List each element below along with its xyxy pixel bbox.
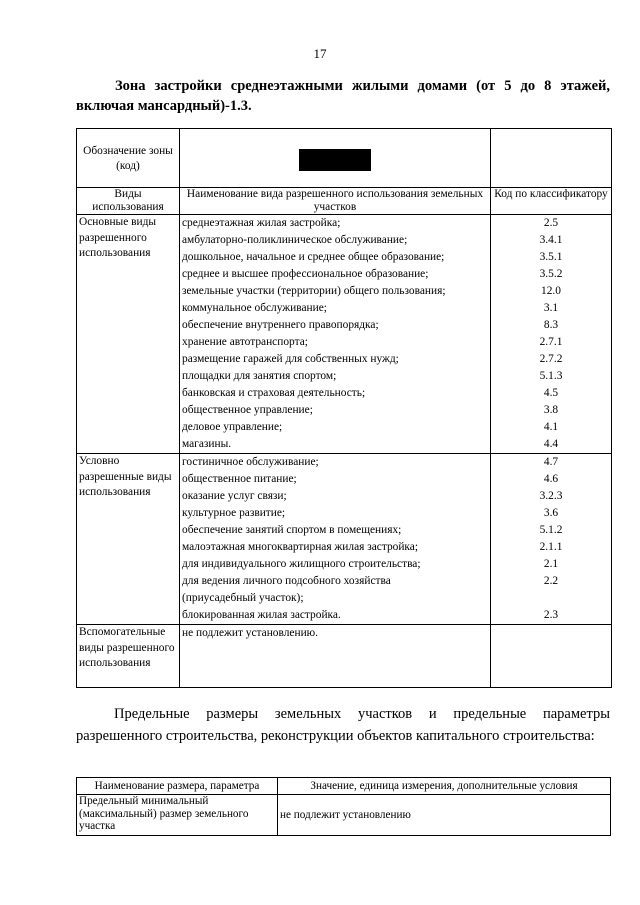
use-name-item: обеспечение занятий спортом в помещениях; <box>182 524 402 536</box>
use-name-item: гостиничное обслуживание; <box>182 456 319 468</box>
use-name-item: малоэтажная многоквартирная жилая застройка; <box>182 541 419 553</box>
group-label-conditional: Условно разрешенные виды использования <box>77 454 180 625</box>
classifier-code-item: 5.1.3 <box>539 370 563 382</box>
zone-usage-table <box>76 128 612 688</box>
classifier-code-item: 2.7.1 <box>539 336 563 348</box>
classifier-code-item: 2.2 <box>543 575 559 587</box>
use-list-auxiliary <box>180 625 491 688</box>
use-name-item: земельные участки (территории) общего пользования; <box>182 285 446 297</box>
zone-code-empty-cell <box>491 129 612 188</box>
classifier-code-item: 2.1.1 <box>539 541 563 553</box>
classifier-code-item: 4.4 <box>543 438 559 450</box>
use-list-main <box>180 215 491 454</box>
use-name-item: общественное питание; <box>182 473 297 485</box>
parameters-table <box>76 777 611 836</box>
use-name-item: общественное управление; <box>182 404 313 416</box>
classifier-code-item <box>493 625 609 642</box>
classifier-code-item: 4.1 <box>543 421 559 433</box>
classifier-code-item: 2.5 <box>543 217 559 229</box>
header-classifier-code: Код по классификатору <box>491 188 612 215</box>
params-header-row <box>77 778 611 795</box>
header-use-name: Наименование вида разрешенного использования земельных участков <box>180 188 491 215</box>
use-name-item: дошкольное, начальное и среднее общее образование; <box>182 251 445 263</box>
classifier-code-item: 4.7 <box>543 456 559 468</box>
use-name-item: для индивидуального жилищного строительства; <box>182 558 421 570</box>
use-name-item: размещение гаражей для собственных нужд; <box>182 353 399 365</box>
params-header-value: Значение, единица измерения, дополнительные условия <box>278 778 611 795</box>
use-name-item: оказание услуг связи; <box>182 490 287 502</box>
group-main-row <box>77 215 612 454</box>
classifier-code-item: 3.5.1 <box>539 251 563 263</box>
code-list-conditional <box>491 454 612 625</box>
table-row <box>77 795 611 836</box>
group-conditional-row <box>77 454 612 625</box>
param-name: Предельный минимальный (максимальный) размер земельного участка <box>77 795 278 836</box>
classifier-code-item: 2.7.2 <box>539 353 563 365</box>
use-name-item: блокированная жилая застройка. <box>182 609 341 621</box>
zone-code-value <box>180 129 491 188</box>
use-name-item: среднее и высшее профессиональное образование; <box>182 268 429 280</box>
classifier-code-item: 4.6 <box>543 473 559 485</box>
use-list-conditional <box>180 454 491 625</box>
params-header-name: Наименование размера, параметра <box>77 778 278 795</box>
use-name-item: обеспечение внутреннего правопорядка; <box>182 319 379 331</box>
classifier-code-item: 3.6 <box>543 507 559 519</box>
redacted-zone-code <box>299 149 371 171</box>
classifier-code-item: 8.3 <box>543 319 559 331</box>
parameters-paragraph: Предельные размеры земельных участков и предельные параметры разрешенного строительства, реконструкции объектов капитального строительства: <box>76 706 610 744</box>
classifier-code-item: 3.1 <box>543 302 559 314</box>
param-value: не подлежит установлению <box>278 795 611 836</box>
use-name-item: коммунальное обслуживание; <box>182 302 327 314</box>
code-list-main <box>491 215 612 454</box>
zone-heading: Зона застройки среднеэтажными жилыми домами (от 5 до 8 этажей, включая мансардный)-1.3. <box>76 78 610 114</box>
classifier-code-item <box>493 590 609 607</box>
classifier-code-item: 2.3 <box>543 609 559 621</box>
zone-code-label: Обозначение зоны (код) <box>77 129 180 188</box>
classifier-code-item: 3.2.3 <box>539 490 563 502</box>
group-label-main: Основные виды разрешенного использования <box>77 215 180 454</box>
use-name-item: (приусадебный участок); <box>182 592 304 604</box>
classifier-code-item: 3.5.2 <box>539 268 563 280</box>
use-name-item: среднеэтажная жилая застройка; <box>182 217 341 229</box>
use-name-item: площадки для занятия спортом; <box>182 370 337 382</box>
use-name-item: не подлежит установлению. <box>182 627 319 639</box>
group-label-auxiliary: Вспомогательные виды разрешенного использования <box>77 625 180 688</box>
table-header-row <box>77 188 612 215</box>
classifier-code-item: 2.1 <box>543 558 559 570</box>
use-name-item: амбулаторно-поликлиническое обслуживание; <box>182 234 408 246</box>
classifier-code-item: 5.1.2 <box>539 524 563 536</box>
classifier-code-item: 3.4.1 <box>539 234 563 246</box>
code-list-auxiliary <box>491 625 612 688</box>
use-name-item: хранение автотранспорта; <box>182 336 308 348</box>
classifier-code-item: 12.0 <box>541 285 561 297</box>
use-name-item: культурное развитие; <box>182 507 286 519</box>
group-auxiliary-row <box>77 625 612 688</box>
use-name-item: деловое управление; <box>182 421 283 433</box>
classifier-code-item: 4.5 <box>543 387 559 399</box>
zone-code-row <box>77 129 612 188</box>
use-name-item: банковская и страховая деятельность; <box>182 387 366 399</box>
use-name-item: для ведения личного подсобного хозяйства <box>182 575 391 587</box>
use-name-item: магазины. <box>182 438 232 450</box>
classifier-code-item: 3.8 <box>543 404 559 416</box>
page-number: 17 <box>313 46 327 61</box>
header-kinds: Виды использования <box>77 188 180 215</box>
